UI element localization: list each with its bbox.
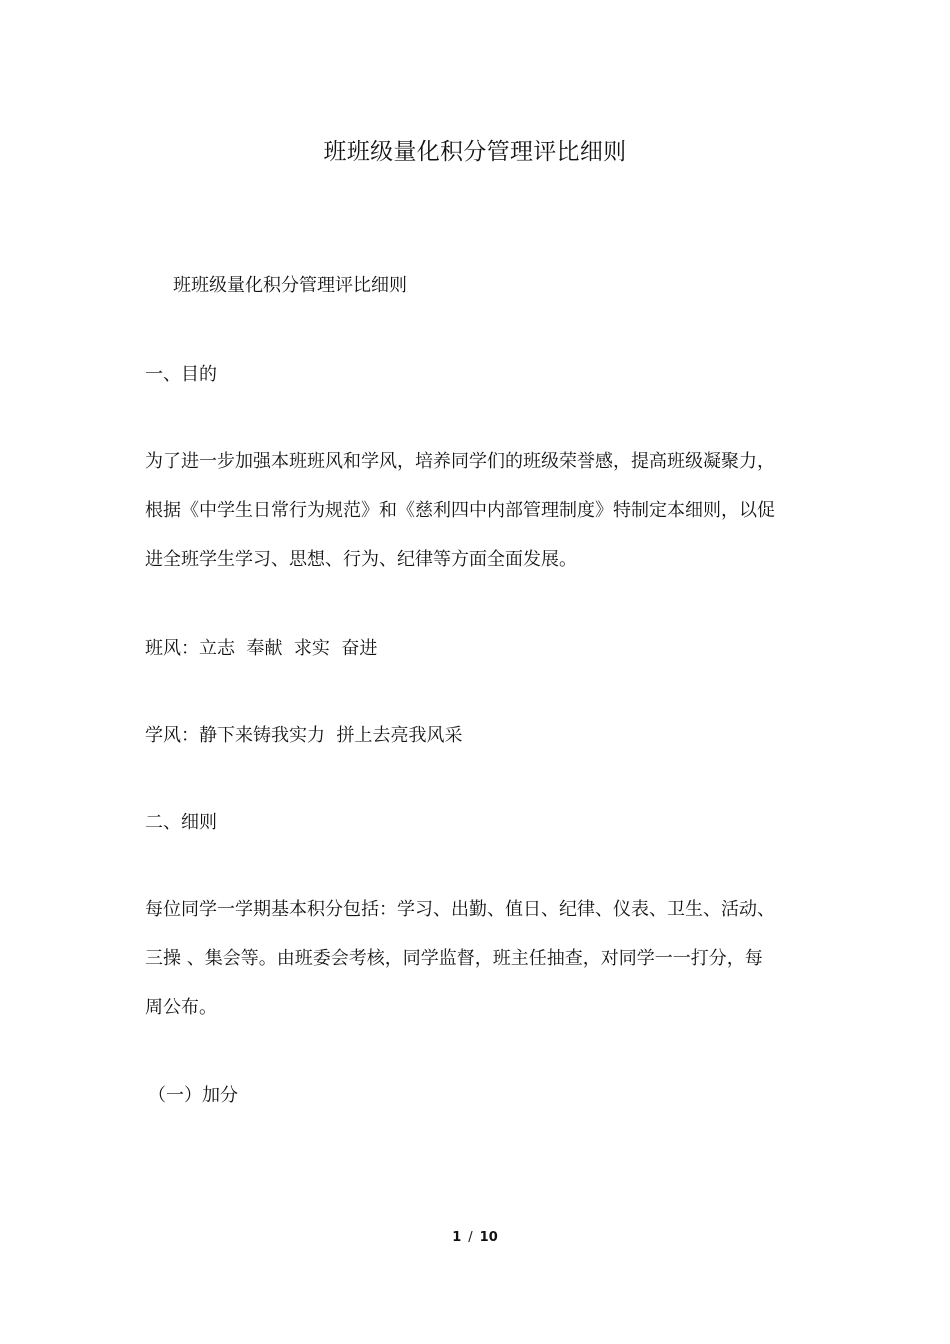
- paragraph-line: 周公布。: [145, 997, 217, 1018]
- document-subtitle: 班班级量化积分管理评比细则: [173, 275, 407, 296]
- section-heading-rules: 二、细则: [145, 812, 217, 833]
- class-motto-line: 班风：立志 奉献 求实 奋进: [145, 638, 378, 659]
- study-motto-line: 学风：静下来铸我实力 拼上去亮我风采: [145, 725, 463, 746]
- paragraph-line: 每位同学一学期基本积分包括：学习、出勤、值日、纪律、仪表、卫生、活动、: [145, 899, 775, 920]
- total-pages-number: 10: [479, 1230, 498, 1245]
- section-heading-purpose: 一、目的: [145, 364, 217, 385]
- subsection-heading-bonus: （一）加分: [148, 1085, 238, 1106]
- document-title: 班班级量化积分管理评比细则: [323, 139, 627, 165]
- paragraph-line: 为了进一步加强本班班风和学风，培养同学们的班级荣誉感，提高班级凝聚力，: [145, 451, 775, 472]
- paragraph-line: 三操 、集会等。由班委会考核，同学监督，班主任抽查，对同学一一打分，每: [145, 948, 763, 969]
- paragraph-line: 根据《中学生日常行为规范》和《慈利四中内部管理制度》特制定本细则，以促: [145, 500, 775, 521]
- paragraph-line: 进全班学生学习、思想、行为、纪律等方面全面发展。: [145, 549, 577, 570]
- page-separator: /: [468, 1230, 473, 1245]
- current-page-number: 1: [452, 1230, 462, 1245]
- page-number: [0, 1228, 950, 1248]
